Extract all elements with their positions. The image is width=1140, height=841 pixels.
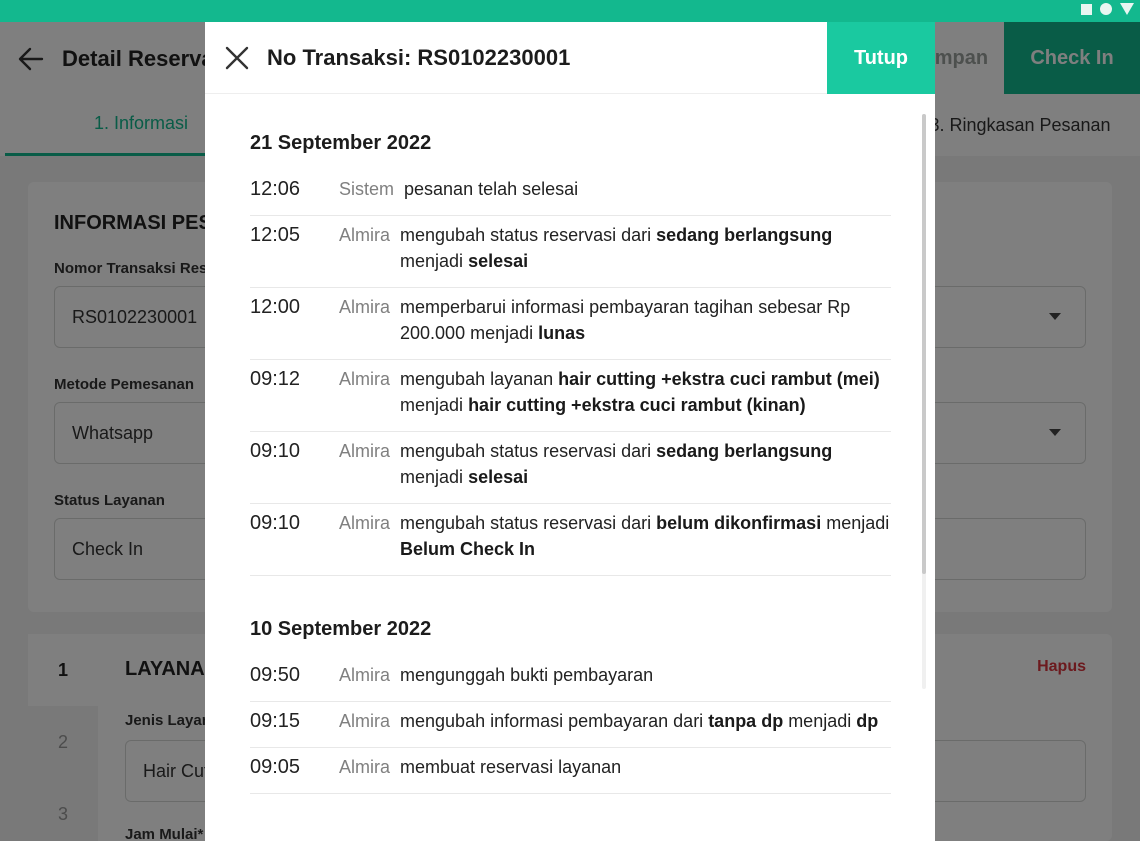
history-log[interactable]: [205, 94, 935, 841]
log-time: 09:10: [250, 512, 301, 534]
log-time: 09:05: [250, 756, 301, 778]
modal-header: [205, 22, 935, 94]
back-triangle-icon: [1120, 3, 1134, 15]
log-description: memperbarui informasi pembayaran tagihan sebesar Rp 200.000 menjadi lunas: [400, 297, 851, 343]
log-time: 12:06: [250, 178, 301, 200]
log-entry: [250, 288, 891, 360]
date-heading: 21 September 2022: [250, 132, 432, 154]
log-list: [250, 132, 891, 836]
log-actor: Almira: [339, 711, 391, 731]
log-description: membuat reservasi layanan: [400, 757, 622, 777]
log-time: 12:05: [250, 224, 301, 246]
log-actor: Almira: [339, 665, 391, 685]
close-button[interactable]: Tutup: [827, 22, 935, 94]
log-entry: [250, 748, 891, 794]
log-description: mengubah informasi pembayaran dari tanpa dp menjadi dp: [400, 711, 879, 731]
log-description: mengubah status reservasi dari sedang berlangsung menjadi selesai: [400, 225, 833, 271]
date-heading: 10 September 2022: [250, 618, 432, 640]
log-time: 09:50: [250, 664, 301, 686]
log-entry: [250, 432, 891, 504]
transaction-history-modal: [205, 22, 935, 841]
scrollbar-thumb[interactable]: [922, 114, 926, 574]
log-time: 09:15: [250, 710, 301, 732]
home-icon: [1100, 3, 1112, 15]
log-entry: [250, 360, 891, 432]
close-icon[interactable]: [225, 46, 249, 70]
log-actor: Almira: [339, 297, 391, 317]
log-entry: [250, 170, 891, 216]
log-actor: Sistem: [339, 179, 395, 199]
log-entry: [250, 504, 891, 576]
scrollbar[interactable]: [922, 114, 926, 689]
status-icons: [1081, 3, 1134, 15]
log-description: mengubah status reservasi dari sedang berlangsung menjadi selesai: [400, 441, 833, 487]
log-actor: Almira: [339, 513, 391, 533]
log-actor: Almira: [339, 757, 391, 777]
log-actor: Almira: [339, 369, 391, 389]
log-time: 12:00: [250, 296, 301, 318]
log-description: mengubah layanan hair cutting +ekstra cuci rambut (mei) menjadi hair cutting +ekstra cuci rambut (kinan): [400, 369, 880, 415]
log-entry: [250, 702, 891, 748]
date-group: [250, 618, 891, 794]
log-time: 09:12: [250, 368, 301, 390]
recent-apps-icon: [1081, 4, 1092, 15]
log-entry: [250, 216, 891, 288]
log-actor: Almira: [339, 225, 391, 245]
modal-title: No Transaksi: RS0102230001: [267, 45, 571, 70]
date-group: [250, 132, 891, 576]
log-actor: Almira: [339, 441, 391, 461]
log-time: 09:10: [250, 440, 301, 462]
log-description: mengunggah bukti pembayaran: [400, 665, 654, 685]
log-entry: [250, 656, 891, 702]
log-description: mengubah status reservasi dari belum dikonfirmasi menjadi Belum Check In: [400, 513, 890, 559]
status-bar: [0, 0, 1140, 22]
log-description: pesanan telah selesai: [404, 179, 579, 199]
